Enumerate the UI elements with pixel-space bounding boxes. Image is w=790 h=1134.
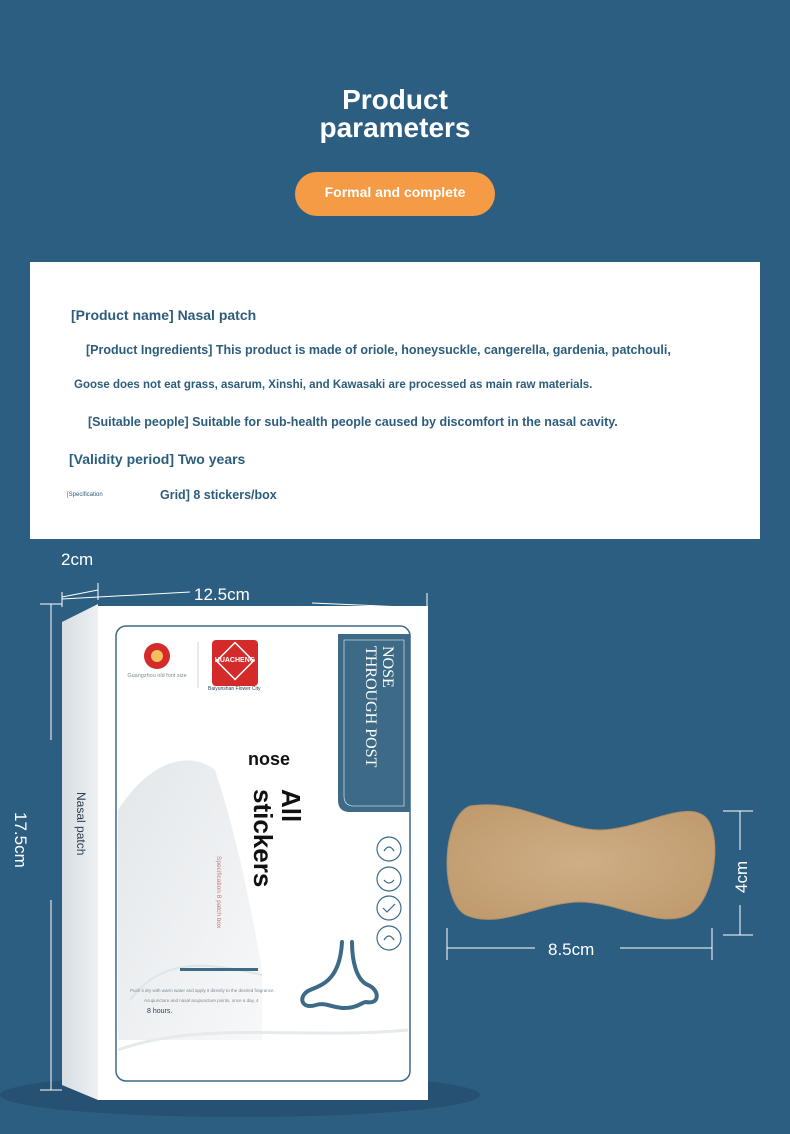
spec-vertical: Specification 8 patch box xyxy=(215,856,222,929)
product-illustration xyxy=(0,540,790,1134)
param-spec-value: Grid] 8 stickers/box xyxy=(160,488,277,502)
dim-depth-label: 2cm xyxy=(61,550,94,569)
title-line-1: Product xyxy=(342,84,448,115)
headline-small: nose xyxy=(248,749,291,769)
headline-line-2: stickers xyxy=(248,789,278,888)
flower-logo xyxy=(144,643,170,669)
vertical-title-line-2: THROUGH POST xyxy=(362,646,379,768)
usage-line-1: Push it dry with warm water and apply it directly to the desired fragrance. xyxy=(130,988,275,993)
usage-line-2: Acupuncture and nasal acupuncture points, once a day, 4 xyxy=(144,998,259,1003)
dim-patch-width-label: 8.5cm xyxy=(548,940,595,959)
param-suitable-people: [Suitable people] Suitable for sub-health people caused by discomfort in the nasal cavity. xyxy=(88,415,618,429)
box-side-label: Nasal patch xyxy=(74,792,88,856)
dim-patch-height-label: 4cm xyxy=(732,860,751,893)
logo2-caption: Baiyunshan Flower City xyxy=(208,686,261,692)
param-spec-prefix: [Specification xyxy=(67,492,103,498)
dim-width-label: 12.5cm xyxy=(194,585,250,604)
logo2-text: HUACHENG xyxy=(214,657,256,664)
usage-line-3: 8 hours. xyxy=(147,1008,173,1015)
headline-vertical xyxy=(249,789,305,887)
formal-badge: Formal and complete xyxy=(295,172,495,216)
param-ingredients-line-1: [Product Ingredients] This product is made of oriole, honeysuckle, cangerella, gardenia, patchouli, xyxy=(86,343,671,357)
headline-line-1: All xyxy=(276,789,306,823)
parameters-panel xyxy=(30,262,760,539)
vertical-title xyxy=(362,646,396,767)
param-ingredients-line-2: Goose does not eat grass, asarum, Xinshi, and Kawasaki are processed as main raw materials. xyxy=(74,379,593,391)
param-product-name: [Product name] Nasal patch xyxy=(71,307,257,323)
param-validity: [Validity period] Two years xyxy=(69,451,246,467)
logo1-caption: Guangzhou old font size xyxy=(127,673,187,679)
page-title xyxy=(0,86,790,142)
vertical-title-line-1: NOSE xyxy=(379,646,396,688)
title-line-2: parameters xyxy=(319,112,471,143)
dim-height-label: 17.5cm xyxy=(11,812,30,868)
